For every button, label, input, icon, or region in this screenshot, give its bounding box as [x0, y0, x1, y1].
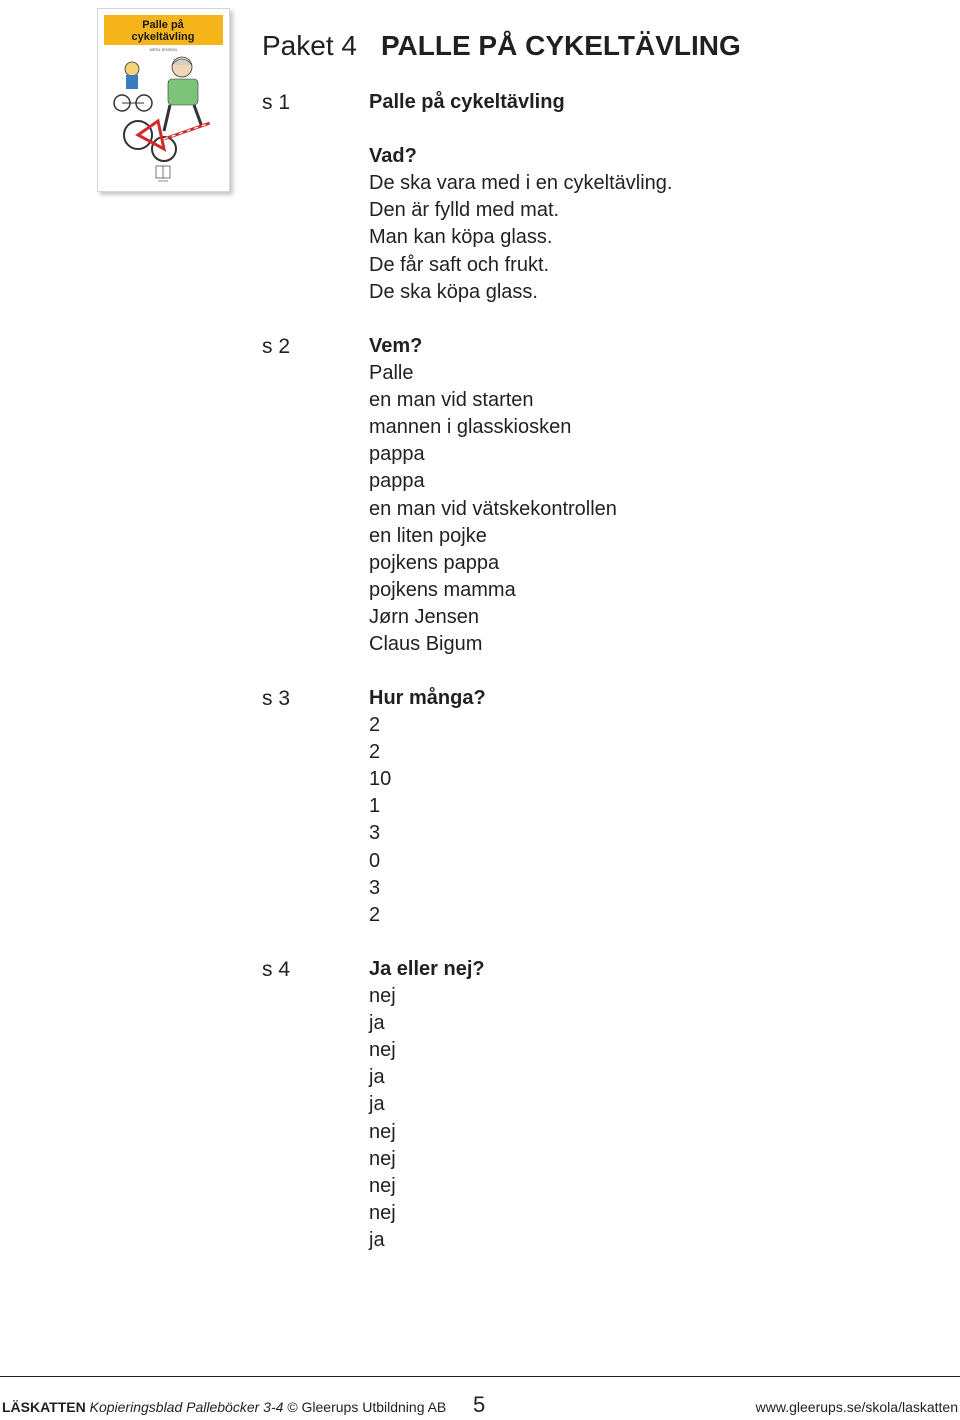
answer-line: Jørn Jensen: [369, 605, 480, 628]
footer-url: www.gleerups.se/skola/laskatten: [755, 1399, 958, 1415]
spacer-line: [369, 116, 929, 143]
answer-line: en liten pojke: [369, 524, 487, 547]
page-title: PALLE PÅ CYKELTÄVLING: [380, 30, 741, 61]
page-footer: [0, 1376, 960, 1420]
book-cover-illustration: [98, 9, 229, 191]
answer-line: 3: [369, 876, 381, 899]
section-answers: [369, 685, 929, 929]
page-header: [262, 28, 741, 64]
answer-line: 2: [369, 903, 381, 926]
footer-credits: [2, 1399, 446, 1415]
answer-line: De ska vara med i en cykeltävling.: [369, 172, 673, 195]
answer-line: ja: [369, 1066, 385, 1089]
answer-line: 2: [369, 741, 381, 764]
section-answers: [369, 333, 929, 658]
cover-title-line1: Palle på: [142, 19, 184, 31]
answer-line: Palle: [369, 362, 414, 385]
section-label: s 2: [262, 335, 291, 358]
answer-line: nej: [369, 1120, 396, 1143]
answer-line: nej: [369, 1174, 396, 1197]
answer-line: pappa: [369, 470, 425, 493]
question-heading: Vad?: [369, 145, 417, 168]
answer-line: en man vid starten: [369, 389, 534, 412]
cover-author: JØRN JENSEN: [149, 47, 177, 52]
answer-line: Claus Bigum: [369, 633, 483, 656]
answer-line: mannen i glasskiosken: [369, 416, 572, 439]
answer-line: Den är fylld med mat.: [369, 199, 560, 222]
answer-line: pojkens pappa: [369, 551, 500, 574]
answer-line: pappa: [369, 443, 425, 466]
answer-line: ja: [369, 1228, 385, 1251]
answer-line: De ska köpa glass.: [369, 280, 538, 303]
answer-line: 2: [369, 714, 381, 737]
answer-line: nej: [369, 1201, 396, 1224]
page-number: 5: [473, 1392, 486, 1417]
section-label: s 1: [262, 91, 291, 114]
answer-line: De får saft och frukt.: [369, 253, 550, 276]
section-answers: [369, 956, 929, 1254]
answer-line: Man kan köpa glass.: [369, 226, 553, 249]
answer-line: nej: [369, 1039, 396, 1062]
answer-line: ja: [369, 1012, 385, 1035]
footer-copyright: © Gleerups Utbildning AB: [287, 1399, 447, 1415]
answer-line: 1: [369, 795, 381, 818]
answer-line: 0: [369, 849, 381, 872]
answer-line: nej: [369, 985, 396, 1008]
answer-heading: Palle på cykeltävling: [369, 91, 565, 113]
section-label: s 3: [262, 687, 291, 710]
question-heading: Ja eller nej?: [369, 958, 485, 980]
question-heading: Vem?: [369, 335, 423, 357]
question-heading: Hur många?: [369, 687, 486, 709]
cover-title-line2: cykeltävling: [131, 31, 195, 43]
answer-line: pojkens mamma: [369, 578, 516, 601]
footer-brand: LÄSKATTEN: [2, 1399, 86, 1415]
book-cover-image: [97, 8, 230, 192]
package-label: Paket 4: [262, 30, 357, 61]
answer-line: nej: [369, 1147, 396, 1170]
answer-line: 10: [369, 768, 392, 791]
section-label: s 4: [262, 958, 291, 981]
answer-line: en man vid vätskekontrollen: [369, 497, 617, 520]
section-answers: [369, 89, 929, 306]
answer-line: 3: [369, 822, 381, 845]
footer-description: Kopieringsblad Palleböcker 3-4: [89, 1399, 284, 1415]
answer-line: ja: [369, 1093, 385, 1116]
